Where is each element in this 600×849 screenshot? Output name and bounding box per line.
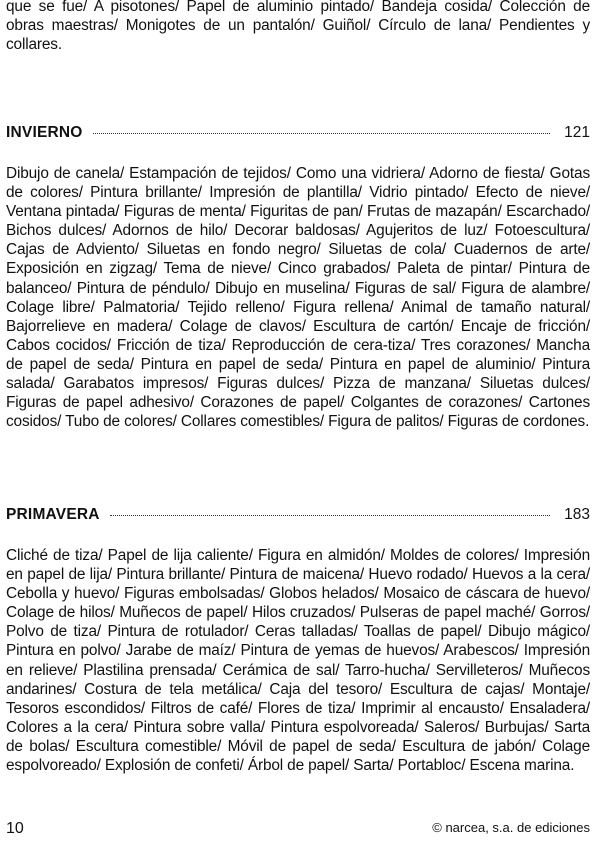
section-paragraph-primavera: Cliché de tiza/ Papel de lija caliente/ Figura en almidón/ Moldes de colores/ Impresión en papel de lija/ Pintura brillante/ Pintura de maicena/ Huevo rodado/ Huevos a la cera/ Cebolla y huevo/ Figuras embolsadas/ Globos helados/ Mosaico de cáscara de huevo/ Colage de hilos/ Muñecos de papel/ Hilos cruzados/ Pulseras de papel maché/ Gorros/ Polvo de tiza/ Pintura de rotulador/ Ceras talladas/ Toallas de papel/ Dibujo mágico/ Pintura en polvo/ Jarabe de maíz/ Pintura de yemas de huevos/ Arabescos/ Impresión en relieve/ Plastilina prensada/ Cerámica de sal/ Tarro-hucha/ Servilleteros/ Muñecos andarines/ Costura de tela metálica/ Caja del tesoro/ Escultura de cajas/ Montaje/ Tesoros escondidos/ Filtros de café/ Flores de tiza/ Imprimir al encausto/ Ensaladera/ Colores a la cera/ Pintura sobre valla/ Pintura espolvoreada/ Saleros/ Burbujas/ Sarta de bolas/ Escultura comestible/ Móvil de papel de seda/ Escultura de jabón/ Colage espolvoreado/ Explosión de confeti/ Árbol de papel/ Sarta/ Portabloc/ Escena marina.: [6, 547, 590, 775]
dot-leader: [110, 515, 550, 516]
section-page-number: 183: [564, 506, 590, 523]
section-paragraph-invierno: Dibujo de canela/ Estampación de tejidos/ Como una vidriera/ Adorno de fiesta/ Gotas de colores/ Pintura brillante/ Impresión de plantilla/ Vidrio pintado/ Efecto de nieve/ Ventana pintada/ Figuras de menta/ Figuritas de pan/ Frutas de mazapán/ Escarchado/ Bichos dulces/ Adornos de hilo/ Decorar baldosas/ Agujeritos de luz/ Fotoescultura/ Cajas de Adviento/ Siluetas en fondo negro/ Siluetas de cola/ Cuadernos de arte/ Exposición en zigzag/ Tema de nieve/ Cinco grabados/ Paleta de pintar/ Pintura de balanceo/ Pintura de péndulo/ Dibujo en muselina/ Figuras de sal/ Figura de alambre/ Colage libre/ Palmatoria/ Tejido relleno/ Figura rellena/ Animal de tamaño natural/ Bajorrelieve en madera/ Colage de clavos/ Escultura de cartón/ Encaje de fricción/ Cabos cocidos/ Fricción de tiza/ Reproducción de cera-tiza/ Tres corazones/ Mancha de papel de seda/ Pintura en papel de seda/ Pintura en papel de aluminio/ Pintura salada/ Garabatos impresos/ Figuras dulces/ Pizza de manzana/ Siluetas dulces/ Figuras de papel adhesivo/ Corazones de papel/ Colgantes de corazones/ Cartones cosidos/ Tubo de colores/ Collares comestibles/ Figura de palitos/ Figuras de cordones.: [6, 165, 590, 431]
section-heading-primavera: [6, 506, 590, 524]
section-title: INVIERNO: [6, 124, 83, 141]
section-heading-invierno: [6, 124, 590, 142]
dot-leader: [93, 133, 551, 134]
footer-page-number: 10: [6, 820, 24, 837]
section-page-number: 121: [564, 124, 590, 141]
intro-paragraph: que se fue/ A pisotones/ Papel de aluminio pintado/ Bandeja cosida/ Colección de obras maestras/ Monigotes de un pantalón/ Guiñol/ Círculo de lana/ Pendientes y collares.: [6, 0, 590, 54]
section-title: PRIMAVERA: [6, 506, 100, 523]
footer-credit: © narcea, s.a. de ediciones: [432, 820, 590, 835]
page-footer: [6, 820, 590, 838]
